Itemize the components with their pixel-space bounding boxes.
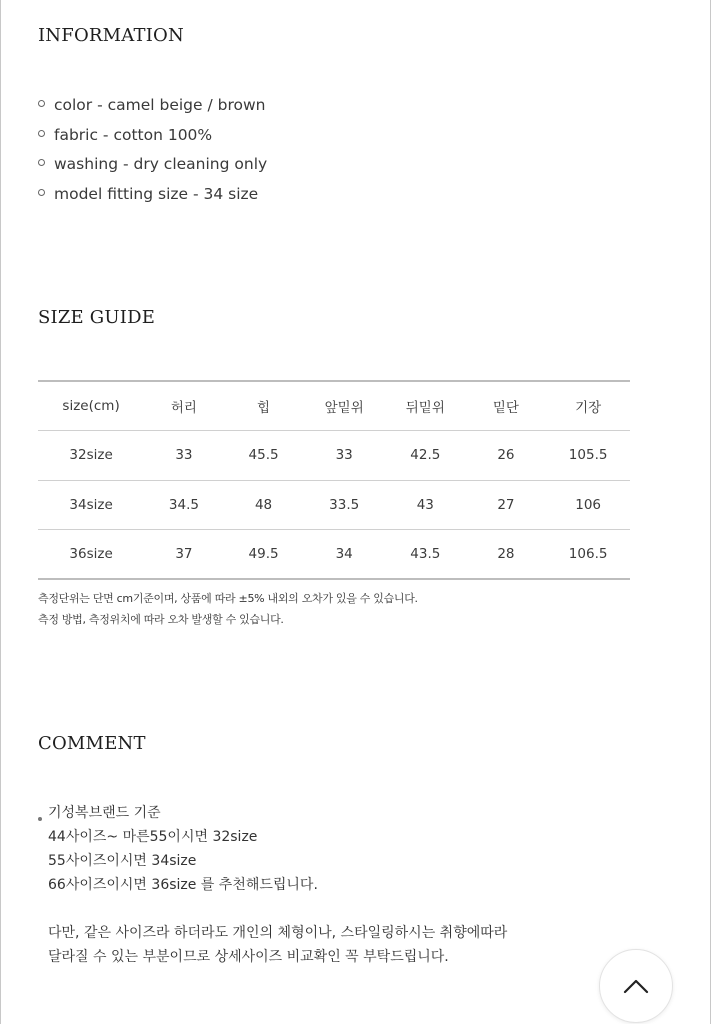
table-cell: 26: [497, 447, 515, 464]
table-cell: 28: [497, 546, 515, 562]
table-row: [38, 530, 630, 580]
table-header-row: [38, 381, 630, 431]
table-row: [38, 431, 630, 481]
table-cell: 106: [575, 496, 602, 513]
comment-line: [38, 802, 507, 826]
comment-line: 44사이즈~ 마른55이시면 32size: [48, 829, 258, 845]
table-cell: 42.5: [410, 447, 441, 464]
bullet-icon: [38, 100, 45, 107]
table-cell: 32size: [69, 447, 113, 464]
info-item-fabric: [38, 124, 267, 154]
table-cell: 34: [335, 546, 353, 562]
info-item-model-size: [38, 183, 267, 213]
table-cell: 45.5: [248, 447, 279, 464]
scroll-top-button[interactable]: [599, 949, 673, 1023]
table-cell: 33.5: [329, 496, 360, 513]
frame-border-left: [0, 0, 1, 1024]
table-cell: 43.5: [410, 546, 441, 562]
table-cell: 36size: [69, 546, 113, 562]
info-item-color: [38, 94, 267, 124]
info-item-text: fabric - cotton 100%: [54, 125, 213, 144]
column-header: 밑단: [492, 400, 519, 416]
table-cell: 34.5: [168, 496, 199, 513]
table-cell: 27: [497, 496, 515, 513]
comment-line: 다만, 같은 사이즈라 하더라도 개인의 체형이나, 스타일링하시는 취향에따라: [48, 925, 508, 941]
size-guide-heading: SIZE GUIDE: [38, 307, 156, 328]
bullet-icon: [38, 817, 42, 821]
spacer: [38, 898, 507, 922]
table-cell: 33: [335, 447, 353, 464]
column-header: 뒤밑위: [405, 400, 445, 416]
column-header: 허리: [170, 400, 197, 416]
table-cell: 105.5: [568, 447, 608, 464]
comment-line-text: 기성복브랜드 기준: [48, 805, 161, 821]
table-cell: 106.5: [568, 546, 608, 562]
info-item-text: washing - dry cleaning only: [54, 155, 268, 173]
comment-line: 66사이즈이시면 36size 를 추천해드립니다.: [48, 877, 318, 893]
info-item-washing: [38, 153, 267, 183]
table-cell: 37: [175, 546, 193, 562]
comment-line: 55사이즈이시면 34size: [48, 853, 197, 869]
bullet-icon: [38, 159, 45, 166]
table-cell: 33: [175, 447, 193, 464]
table-row: [38, 480, 630, 530]
chevron-up-icon: [622, 977, 650, 995]
size-guide-table: [38, 380, 630, 580]
column-header: 앞밑위: [324, 400, 364, 416]
bullet-icon: [38, 189, 45, 196]
measurement-note: 측정단위는 단면 cm기준이며, 상품에 따라 ±5% 내외의 오차가 있을 수 있습니다.: [38, 592, 418, 605]
information-heading: INFORMATION: [38, 25, 184, 46]
info-item-text: model fitting size - 34 size: [54, 184, 259, 203]
bullet-icon: [38, 130, 45, 137]
column-header: size(cm): [62, 398, 120, 414]
table-cell: 49.5: [248, 546, 279, 562]
info-item-text: color - camel beige / brown: [54, 96, 266, 114]
column-header: 힙: [257, 400, 271, 416]
comment-line: 달라질 수 있는 부분이므로 상세사이즈 비교확인 꼭 부탁드립니다.: [48, 949, 449, 965]
comment-body: [38, 802, 507, 970]
table-cell: 43: [416, 496, 434, 513]
comment-heading: COMMENT: [38, 733, 146, 754]
information-list: [38, 94, 267, 212]
measurement-note: 측정 방법, 측정위치에 따라 오차 발생할 수 있습니다.: [38, 613, 284, 626]
table-cell: 34size: [69, 496, 113, 513]
column-header: 기장: [575, 400, 602, 416]
table-cell: 48: [254, 496, 273, 513]
